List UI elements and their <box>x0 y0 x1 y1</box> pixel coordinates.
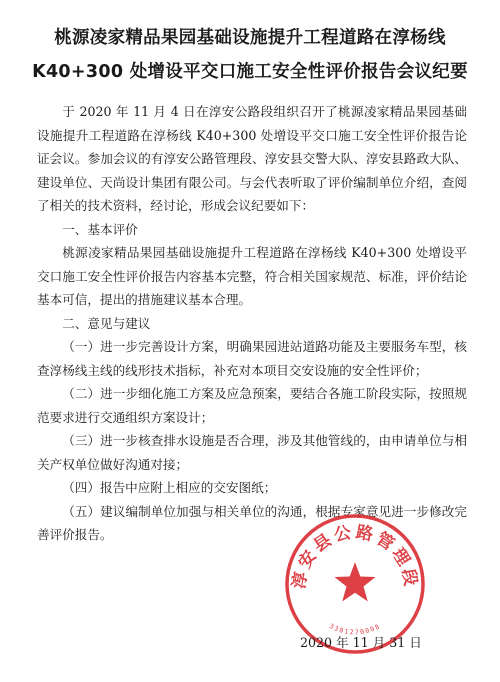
document-date: 2020 年 11 月 31 日 <box>300 635 422 650</box>
seal-star-icon <box>335 562 376 602</box>
document-title-line1: 桃源凌家精品果园基础设施提升工程道路在淳杨线 <box>54 28 446 48</box>
suggestion-item: （三）进一步核查排水设施是否合理，涉及其他管线的，由申请单位与相关产权单位做好沟通对接； <box>37 433 467 472</box>
section1-heading: 一、基本评价 <box>62 221 138 237</box>
document-title-line2: K40+300 处增设平交口施工安全性评价报告会议纪要 <box>32 62 468 82</box>
document-body <box>37 100 467 547</box>
suggestion-item: （一）进一步完善设计方案，明确果园进站道路功能及主要服务车型，核查淳杨线主线的线形技术指标，补充对本项目交安设施的安全性评价； <box>37 339 467 378</box>
suggestion-item: （二）进一步细化施工方案及应急预案，要结合各施工阶段实际，按照规范要求进行交通组织方案设计； <box>37 386 467 425</box>
seal-text: 淳安县公路管理段 <box>289 522 421 591</box>
suggestion-item: （五）建议编制单位加强与相关单位的沟通，根据专家意见进一步修改完善评价报告。 <box>37 503 467 542</box>
seal-code: 3301270008 <box>328 622 382 637</box>
section1-paragraph: 桃源凌家精品果园基础设施提升工程道路在淳杨线 K40+300 处增设平交口施工安全性评价报告内容基本完整，符合相关国家规范、标准，评价结论基本可信，提出的措施建议基本合理。 <box>37 245 467 307</box>
intro-paragraph: 于 2020 年 11 月 4 日在淳安公路段组织召开了桃源凌家精品果园基础设施提升工程道路在淳杨线 K40+300 处增设平交口施工安全性评价报告论证会议。参加会议的有淳安公路管理段、淳安县交警大队、淳安县路政大队、建设单位、天尚设计集团有限公司。与会代表听取了评价编制单位介绍，查阅了相关的技术资料，经讨论，形成会议纪要如下： <box>37 104 467 213</box>
suggestion-item: （四）报告中应附上相应的交安图纸； <box>62 480 277 495</box>
section2-heading: 二、意见与建议 <box>62 315 151 331</box>
